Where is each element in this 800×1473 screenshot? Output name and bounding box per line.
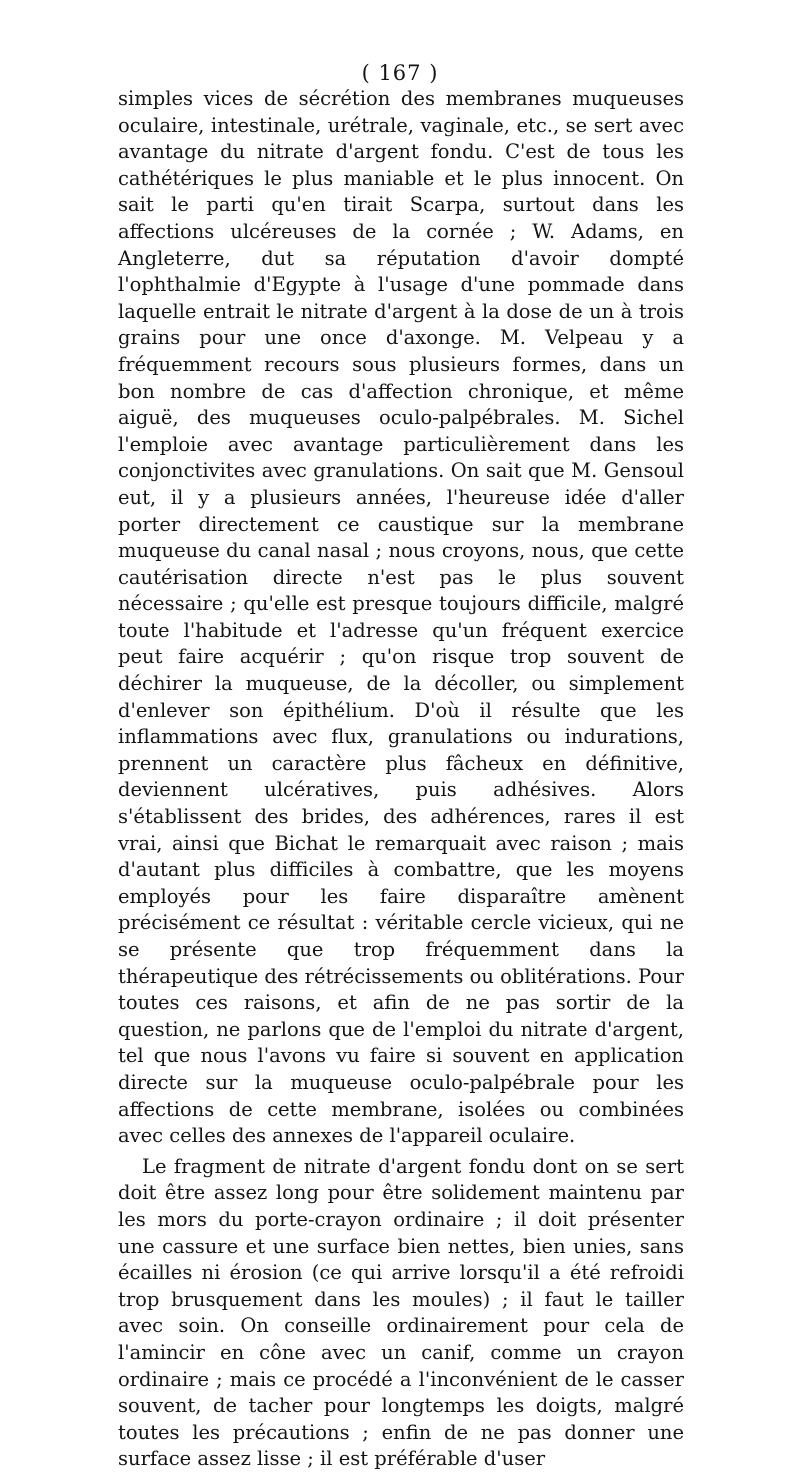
paragraph-2: Le fragment de nitrate d'argent fondu dont on se sert doit être assez long pour être solidement maintenu par les mors du porte-crayon ordinaire ; il doit présenter une cassure et une surface bien nettes, bien unies, sans écailles ni érosion (ce qui arrive lorsqu'il a été refroidi trop brusquement dans les moules) ; il faut le tailler avec soin. On conseille ordinairement pour cela de l'amincir en cône avec un canif, comme un crayon ordinaire ; mais ce procédé a l'inconvénient de le casser souvent, de tacher pour longtemps les doigts, malgré toutes les précautions ; enfin de ne pas donner une surface assez lisse ; il est préférable d'user xyxy=(118,1154,684,1471)
page-number: ( 167 ) xyxy=(361,61,439,85)
paragraph-1: simples vices de sécrétion des membranes muqueuses oculaire, intestinale, urétrale, vaginale, etc., se sert avec avantage du nitrate d'argent fondu. C'est de tous les cathétériques le plus maniable et le plus innocent. On sait le parti qu'en tirait Scarpa, surtout dans les affections ulcéreuses de la cornée ; W. Adams, en Angleterre, dut sa réputation d'avoir dompté l'ophthalmie d'Egypte à l'usage d'une pommade dans laquelle entrait le nitrate d'argent à la dose de un à trois grains pour une once d'axonge. M. Velpeau y a fréquemment recours sous plusieurs formes, dans un bon nombre de cas d'affection chronique, et même aiguë, des muqueuses oculo-palpébrales. M. Sichel l'emploie avec avantage particulièrement dans les conjonctivites avec granulations. On sait que M. Gensoul eut, il y a plusieurs années, l'heureuse idée d'aller porter directement ce caustique sur la membrane muqueuse du canal nasal ; nous croyons, nous, que cette cautérisation directe n'est pas le plus souvent nécessaire ; qu'elle est presque toujours difficile, malgré toute l'habitude et l'adresse qu'un fréquent exercice peut faire acquérir ; qu'on risque trop souvent de déchirer la muqueuse, de la décoller, ou simplement d'enlever son épithélium. D'où il résulte que les inflammations avec flux, granulations ou indurations, prennent un caractère plus fâcheux en définitive, deviennent ulcératives, puis adhésives. Alors s'établissent des brides, des adhérences, rares il est vrai, ainsi que Bichat le remarquait avec raison ; mais d'autant plus difficiles à combattre, que les moyens employés pour les faire disparaître amènent précisément ce résultat : véritable cercle vicieux, qui ne se présente que trop fréquemment dans la thérapeutique des rétrécissements ou oblitérations. Pour toutes ces raisons, et afin de ne pas sortir de la question, ne parlons que de l'emploi du nitrate d'argent, tel que nous l'avons vu faire si souvent en application directe sur la muqueuse oculo-palpébrale pour les affections de cette membrane, isolées ou combinées avec celles des annexes de l'appareil oculaire. xyxy=(118,87,684,1148)
body-text xyxy=(118,86,684,1473)
